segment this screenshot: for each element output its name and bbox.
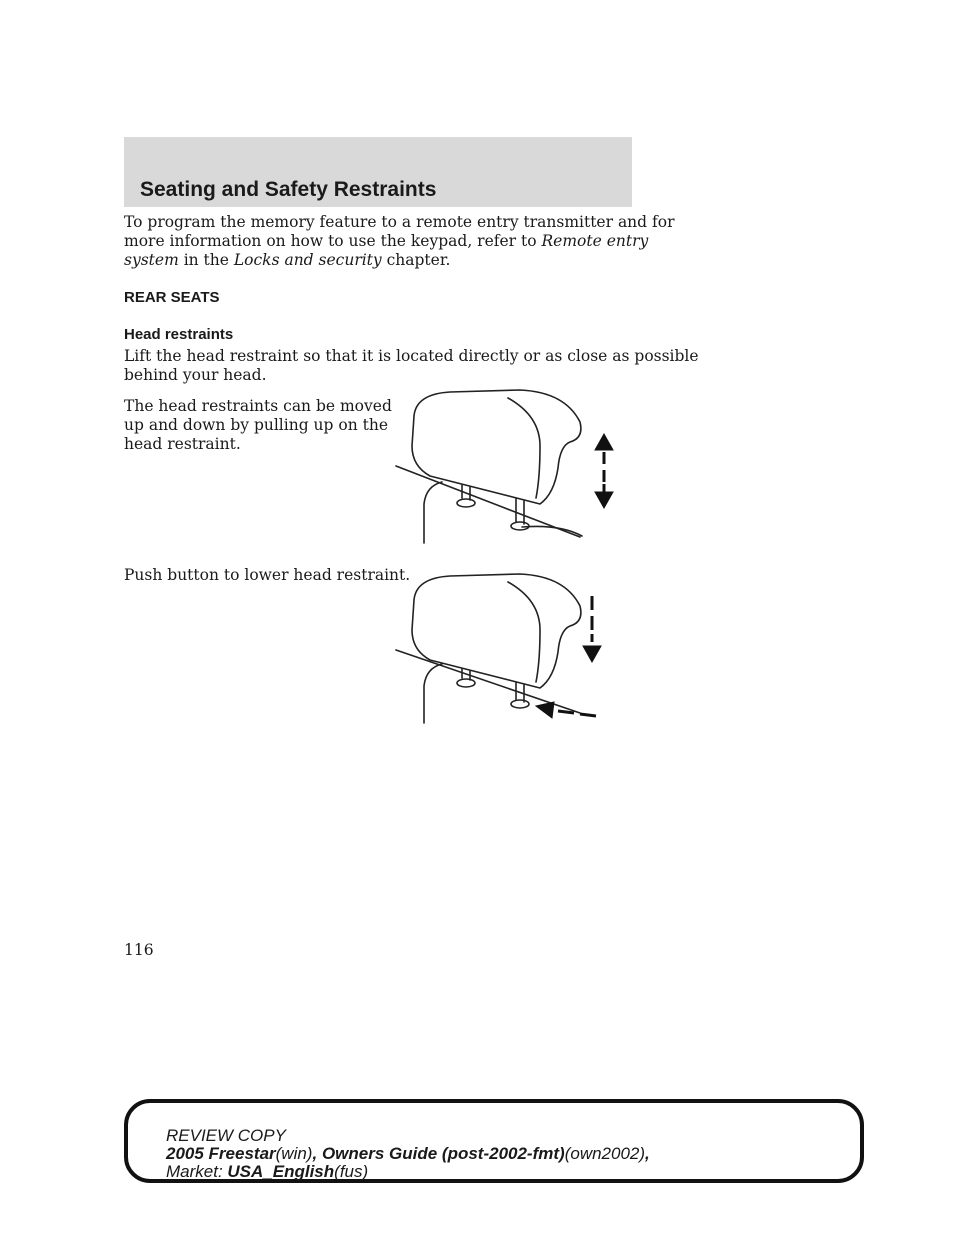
- page-number: 116: [124, 941, 154, 959]
- intro-line-2: more information on how to use the keypad, refer to Remote entry: [124, 232, 649, 250]
- para3: Push button to lower head restraint.: [124, 566, 411, 584]
- locks-security-reference: Locks and security: [233, 251, 382, 269]
- head-restraint-push-button-down-arrow-icon: [390, 566, 620, 726]
- intro-line-3: system in the Locks and security chapter.: [124, 251, 451, 269]
- footer-market-line: Market: USA_English(fus): [166, 1162, 369, 1181]
- rear-seats-heading: REAR SEATS: [124, 289, 220, 306]
- footer-review-line: REVIEW COPY: [166, 1126, 286, 1145]
- intro-line-1: To program the memory feature to a remote entry transmitter and for: [124, 213, 675, 231]
- footer-model-line: 2005 Freestar(win), Owners Guide (post-2002-fmt)(own2002),: [166, 1144, 650, 1163]
- para2-line-3: head restraint.: [124, 435, 241, 453]
- section-title: Seating and Safety Restraints: [140, 178, 437, 201]
- para2-line-1: The head restraints can be moved: [124, 397, 392, 415]
- para1-line-2: behind your head.: [124, 366, 267, 384]
- head-restraint-up-down-arrow-icon: [390, 386, 620, 546]
- para1-line-1: Lift the head restraint so that it is located directly or as close as possible: [124, 347, 699, 365]
- remote-entry-reference: Remote entry: [541, 232, 649, 250]
- para2-line-2: up and down by pulling up on the: [124, 416, 389, 434]
- head-restraints-subheading: Head restraints: [124, 326, 234, 343]
